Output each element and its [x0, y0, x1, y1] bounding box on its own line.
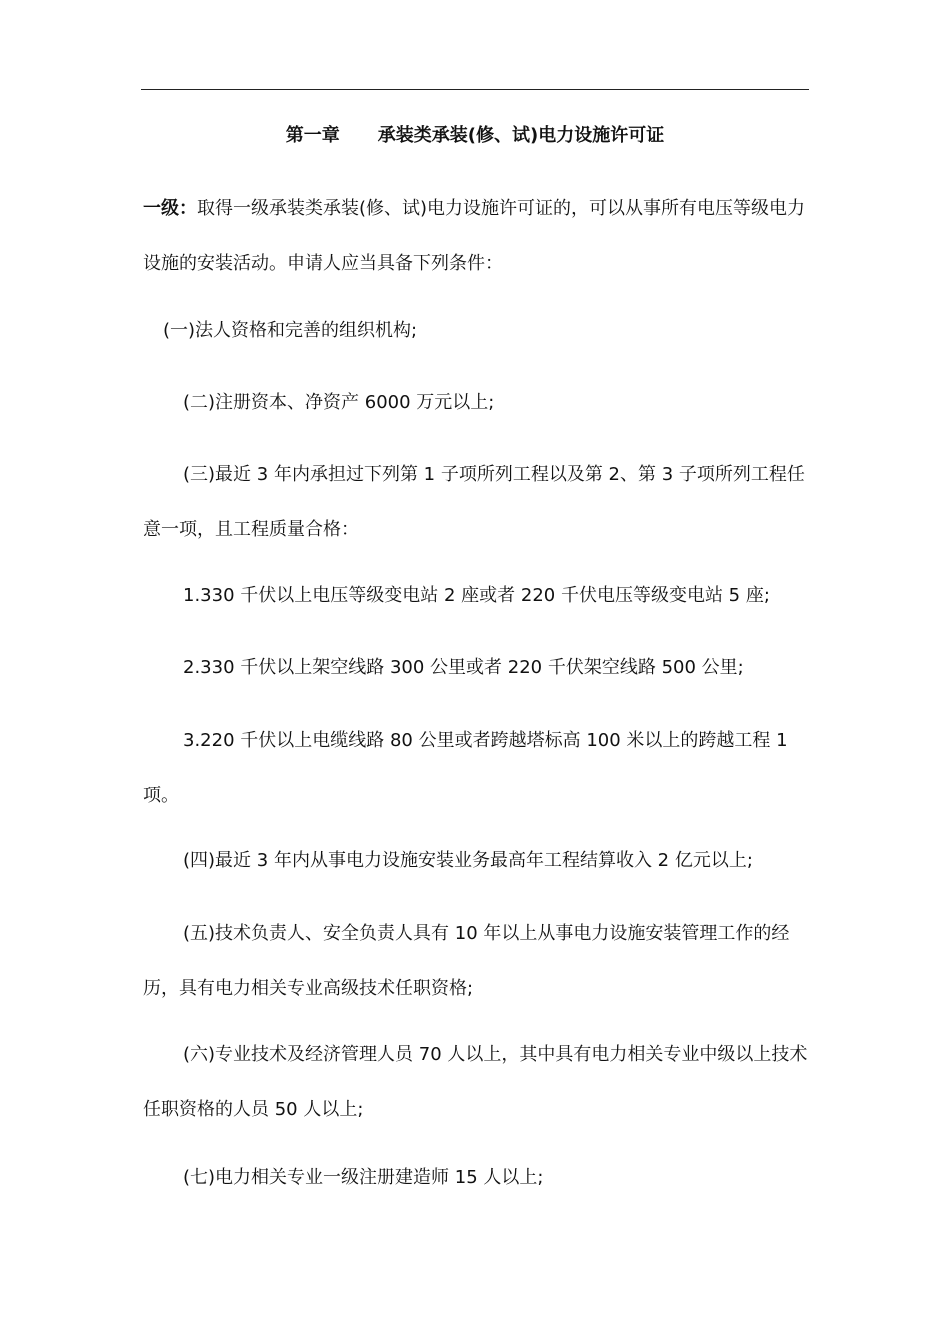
chapter-title — [0, 123, 950, 149]
condition-item: (二)注册资本、净资产 6000 万元以上; — [183, 392, 495, 413]
intro-paragraph — [143, 181, 811, 291]
level-label: 一级： — [143, 198, 197, 219]
condition-item: (一)法人资格和完善的组织机构; — [163, 320, 418, 341]
sub-item: 3.220 千伏以上电缆线路 80 公里或者跨越塔标高 100 米以上的跨越工程 1 项。 — [143, 730, 788, 806]
condition-item: (五)技术负责人、安全负责人具有 10 年以上从事电力设施安装管理工作的经历，具有电力相关专业高级技术任职资格; — [143, 923, 790, 999]
sub-item: 1.330 千伏以上电压等级变电站 2 座或者 220 千伏电压等级变电站 5 座; — [183, 585, 770, 606]
header-rule — [141, 89, 809, 90]
condition-item: (六)专业技术及经济管理人员 70 人以上，其中具有电力相关专业中级以上技术任职资格的人员 50 人以上; — [143, 1044, 808, 1120]
intro-text: 取得一级承装类承装(修、试)电力设施许可证的，可以从事所有电压等级电力设施的安装活动。申请人应当具备下列条件： — [143, 198, 806, 274]
sub-item: 2.330 千伏以上架空线路 300 公里或者 220 千伏架空线路 500 公里; — [183, 657, 744, 678]
chapter-number: 第一章 — [285, 125, 340, 146]
condition-item: (三)最近 3 年内承担过下列第 1 子项所列工程以及第 2、第 3 子项所列工程任意一项，且工程质量合格： — [143, 464, 805, 540]
condition-item: (七)电力相关专业一级注册建造师 15 人以上; — [183, 1167, 544, 1188]
chapter-name: 承装类承装(修、试)电力设施许可证 — [377, 125, 665, 146]
condition-item: (四)最近 3 年内从事电力设施安装业务最高年工程结算收入 2 亿元以上; — [183, 850, 753, 871]
